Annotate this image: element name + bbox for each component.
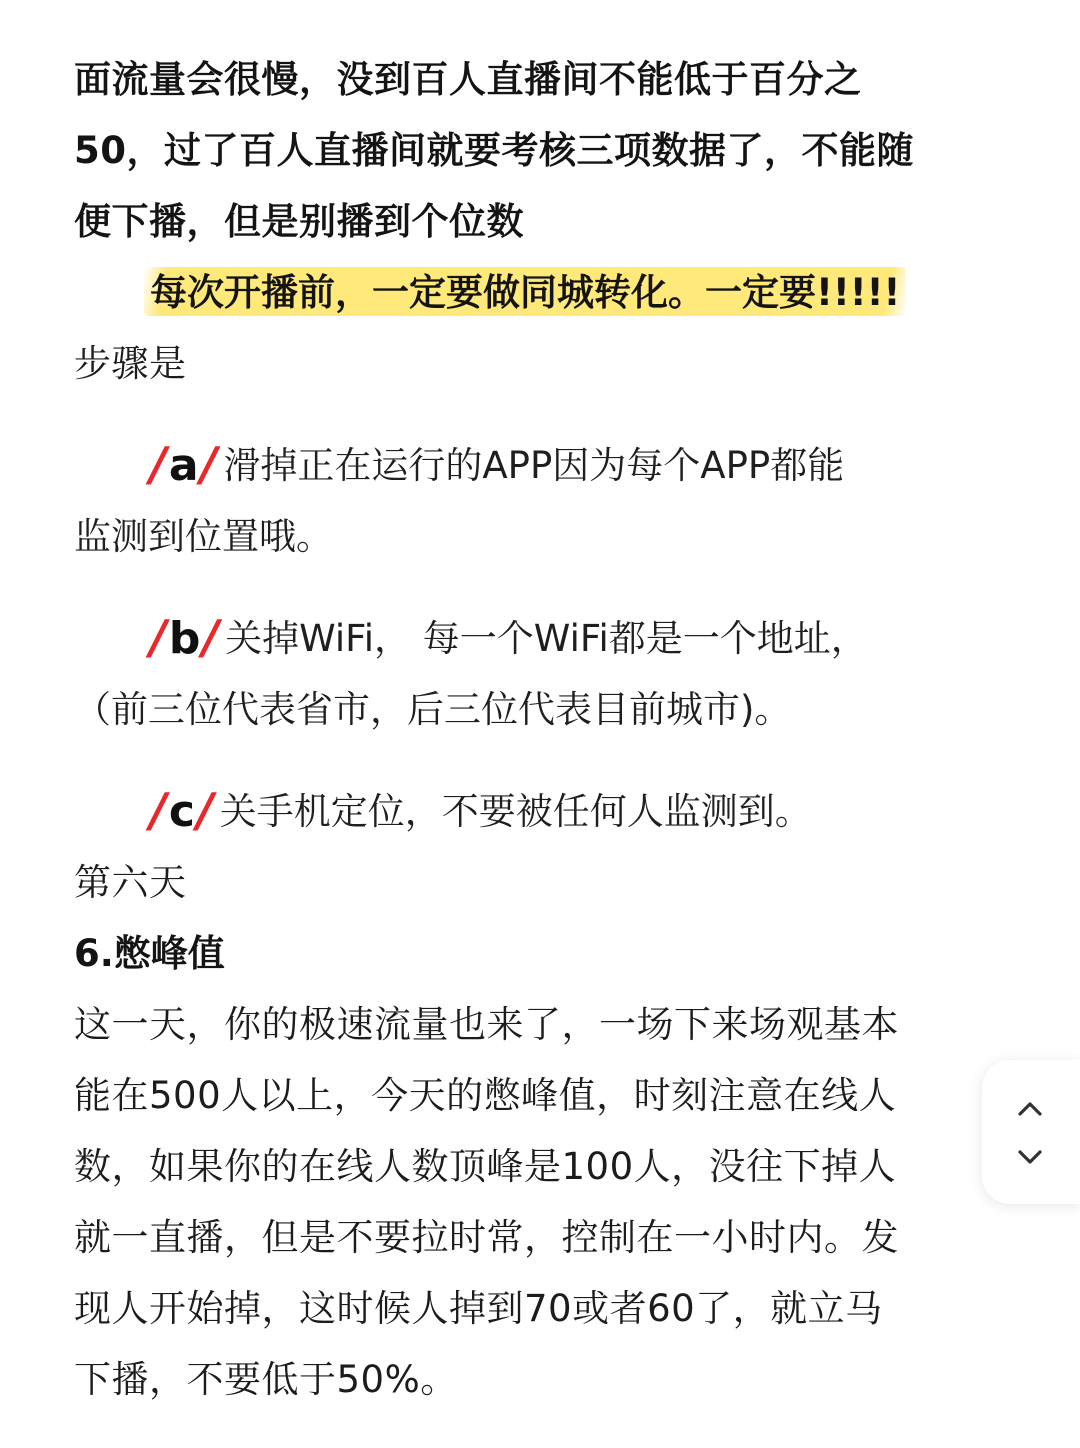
chevron-up-icon[interactable] xyxy=(1015,1094,1045,1124)
day-label: 第六天 xyxy=(74,861,187,904)
body-line: 能在500人以上，今天的憋峰值，时刻注意在线人 xyxy=(74,1074,897,1117)
step-a xyxy=(74,429,1014,572)
body-line: 现人开始掉，这时候人掉到70或者60了，就立马 xyxy=(74,1287,883,1330)
highlight-sentence xyxy=(144,257,1014,328)
section-title: 6.憋峰值 xyxy=(74,932,225,975)
body-line: 下播，不要低于50%。 xyxy=(74,1358,458,1401)
step-text-continued: 监测到位置哦。 xyxy=(74,515,333,558)
intro-line: 50，过了百人直播间就要考核三项数据了，不能随 xyxy=(74,129,914,172)
step-text: 关手机定位，不要被任何人监测到。 xyxy=(219,790,812,833)
page-scroll-control xyxy=(982,1060,1080,1204)
step-text: 滑掉正在运行的APP因为每个APP都能 xyxy=(223,444,845,487)
step-c xyxy=(74,775,1014,847)
body-line: 数，如果你的在线人数顶峰是100人，没往下掉人 xyxy=(74,1145,897,1188)
body-line: 就一直播，但是不要拉时常，控制在一小时内。发 xyxy=(74,1216,899,1259)
article xyxy=(74,44,1014,1415)
steps-title: 步骤是 xyxy=(74,342,187,385)
step-marker: /c/ xyxy=(150,783,214,837)
body-line: 这一天，你的极速流量也来了，一场下来场观基本 xyxy=(74,1003,899,1046)
chevron-down-icon[interactable] xyxy=(1015,1142,1045,1172)
step-b xyxy=(74,602,1014,745)
step-marker: /b/ xyxy=(150,610,220,664)
highlight-text: 每次开播前，一定要做同城转化。一定要!!!!! xyxy=(144,267,906,316)
step-text: 关掉WiFi， 每一个WiFi都是一个地址， xyxy=(225,617,868,660)
step-marker: /a/ xyxy=(150,437,218,491)
intro-line: 面流量会很慢，没到百人直播间不能低于百分之 xyxy=(74,58,862,101)
intro-line: 便下播，但是别播到个位数 xyxy=(74,200,524,243)
step-text-continued: （前三位代表省市，后三位代表目前城市)。 xyxy=(74,688,792,731)
